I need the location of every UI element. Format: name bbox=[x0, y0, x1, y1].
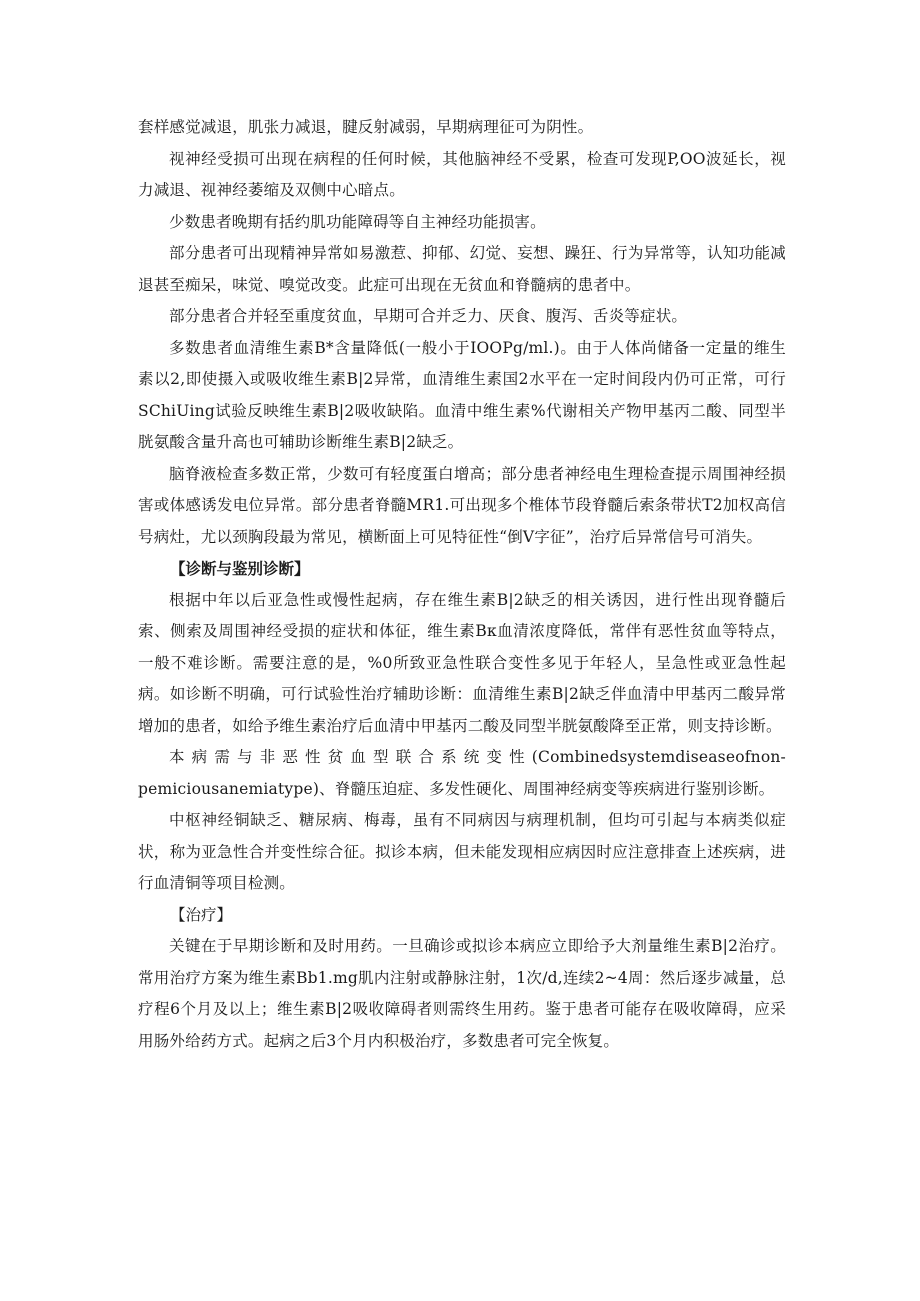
section-heading-treatment: 【治疗】 bbox=[170, 905, 233, 924]
paragraph-treatment: 关键在于早期诊断和及时用药。一旦确诊或拟诊本病应立即给予大剂量维生素B|2治疗。常用治疗方案为维生素Bb1.mg肌内注射或静脉注射，1次/d,连续2~4周：然后逐步减量，总疗程6个月及以上；维生素B|2吸收障碍者则需终生用药。鉴于患者可能存在吸收障碍，应采用肠外给药方式。起病之后3个月内积极治疗，多数患者可完全恢复。 bbox=[138, 937, 786, 1050]
paragraph-sensory-loss: 套样感觉减退，肌张力减退，腱反射减弱，早期病理征可为阴性。 bbox=[138, 118, 594, 136]
paragraph-differential: 本病需与非恶性贫血型联合系统变性(Combinedsystemdiseaseofnon-pemiciousanemiatype)、脊髓压迫症、多发性硬化、周围神经病变等疾病进行鉴别诊断。 bbox=[138, 748, 786, 798]
paragraph-serum-b12: 多数患者血清维生素B*含量降低(一般小于IOOPg/ml.)。由于人体尚储备一定量的维生素以2,即使摄入或吸收维生素B|2异常，血清维生素国2水平在一定时间段内仍可正常，可行SChiUing试验反映维生素B|2吸收缺陷。血清中维生素%代谢相关产物甲基丙二酸、同型半胱氨酸含量升高也可辅助诊断维生素B|2缺乏。 bbox=[138, 338, 786, 451]
paragraph-copper-deficiency: 中枢神经铜缺乏、糖尿病、梅毒，虽有不同病因与病理机制，但均可引起与本病类似症状，称为亚急性合并变性综合征。拟诊本病，但未能发现相应病因时应注意排查上述疾病，进行血清铜等项目检测。 bbox=[138, 811, 786, 892]
paragraph-anemia: 部分患者合并轻至重度贫血，早期可合并乏力、厌食、腹泻、舌炎等症状。 bbox=[169, 307, 688, 325]
paragraph-psychiatric: 部分患者可出现精神异常如易激惹、抑郁、幻觉、妄想、躁狂、行为异常等，认知功能减退甚至痴呆，味觉、嗅觉改变。此症可出现在无贫血和脊髓病的患者中。 bbox=[138, 244, 786, 294]
section-heading-diagnosis: 【诊断与鉴别诊断】 bbox=[170, 559, 310, 578]
paragraph-csf-mri: 脑脊液检查多数正常，少数可有轻度蛋白增高；部分患者神经电生理检查提示周围神经损害或体感诱发电位异常。部分患者脊髓MR1.可出现多个椎体节段脊髓后索条带状T2加权高信号病灶，尤以颈胸段最为常见，横断面上可见特征性“倒V字征”，治疗后异常信号可消失。 bbox=[138, 464, 786, 546]
paragraph-optic-nerve: 视神经受损可出现在病程的任何时候，其他脑神经不受累，检查可发现P,OO波延长，视力减退、视神经萎缩及双侧中心暗点。 bbox=[138, 149, 786, 199]
paragraph-sphincter: 少数患者晚期有括约肌功能障碍等自主神经功能损害。 bbox=[169, 212, 546, 231]
paragraph-diagnosis: 根据中年以后亚急性或慢性起病，存在维生素B|2缺乏的相关诱因，进行性出现脊髓后索、侧索及周围神经受损的症状和体征，维生素Bκ血清浓度降低，常伴有恶性贫血等特点，一般不难诊断。需要注意的是，%0所致亚急性联合变性多见于年轻人，呈急性或亚急性起病。如诊断不明确，可行试验性治疗辅助诊断：血清维生素B|2缺乏伴血清中甲基丙二酸异常增加的患者，如给予维生素治疗后血清中甲基丙二酸及同型半胱氨酸降至正常，则支持诊断。 bbox=[138, 590, 786, 735]
document-page bbox=[138, 112, 786, 1057]
